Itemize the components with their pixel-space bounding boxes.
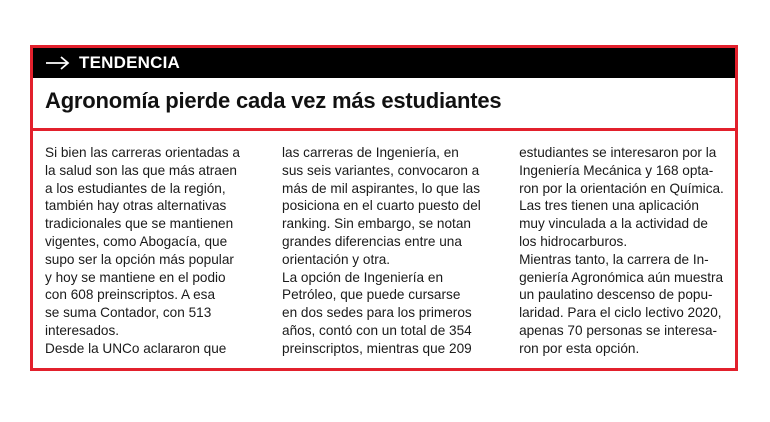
text-line: Ingeniería Mecánica y 168 opta- xyxy=(519,162,714,178)
text-line: La opción de Ingeniería en xyxy=(282,269,444,285)
headline-divider xyxy=(33,128,735,131)
section-tag-bar xyxy=(33,48,735,78)
headline: Agronomía pierde cada vez más estudiantes xyxy=(45,88,502,113)
text-line: más de mil aspirantes, lo que las xyxy=(282,180,480,196)
text-line: grandes diferencias entre una xyxy=(282,233,462,249)
arrow-right-icon xyxy=(45,55,71,71)
text-line: posiciona en el cuarto puesto del xyxy=(282,198,481,214)
text-line: ranking. Sin embargo, se notan xyxy=(282,216,471,232)
text-line: muy vinculada a la actividad de xyxy=(519,216,708,232)
article-body xyxy=(45,144,725,358)
text-line: Desde la UNCo aclararon que xyxy=(45,340,227,356)
text-line: Mientras tanto, la carrera de In- xyxy=(519,251,709,267)
text-line: años, contó con un total de 354 xyxy=(282,322,472,338)
text-line: se suma Contador, con 513 xyxy=(45,305,212,321)
article-box xyxy=(30,45,738,371)
text-line: orientación y otra. xyxy=(282,251,391,267)
text-line: vigentes, como Abogacía, que xyxy=(45,233,228,249)
text-line: los hidrocarburos. xyxy=(519,233,628,249)
text-line: supo ser la opción más popular xyxy=(45,251,234,267)
article-column-1 xyxy=(45,144,246,358)
text-line: ron por la orientación en Química. xyxy=(519,180,724,196)
text-line: estudiantes se interesaron por la xyxy=(519,145,717,160)
text-line: apenas 70 personas se interesa- xyxy=(519,322,718,338)
text-line: sus seis variantes, convocaron a xyxy=(282,162,480,178)
text-line: las carreras de Ingeniería, en xyxy=(282,145,459,160)
text-line: geniería Agronómica aún muestra xyxy=(519,269,724,285)
text-line: con 608 preinscriptos. A esa xyxy=(45,287,216,303)
text-line: un paulatino descenso de popu- xyxy=(519,287,713,303)
text-line: Si bien las carreras orientadas a xyxy=(45,145,240,160)
text-line: Petróleo, que puede cursarse xyxy=(282,287,461,303)
text-line: Las tres tienen una aplicación xyxy=(519,198,699,214)
text-line: preinscriptos, mientras que 209 xyxy=(282,340,472,356)
text-line: y hoy se mantiene en el podio xyxy=(45,269,226,285)
text-line: a los estudiantes de la región, xyxy=(45,180,226,196)
text-line: la salud son las que más atraen xyxy=(45,162,237,178)
text-line: ron por esta opción. xyxy=(519,340,640,356)
text-line: tradicionales que se mantienen xyxy=(45,216,234,232)
text-line: también hay otras alternativas xyxy=(45,198,227,214)
article-column-2 xyxy=(282,144,483,358)
section-tag-label: TENDENCIA xyxy=(79,53,180,72)
text-line: interesados. xyxy=(45,322,120,338)
text-line: en dos sedes para los primeros xyxy=(282,305,472,321)
article-column-3 xyxy=(519,144,725,358)
text-line: laridad. Para el ciclo lectivo 2020, xyxy=(519,305,722,321)
